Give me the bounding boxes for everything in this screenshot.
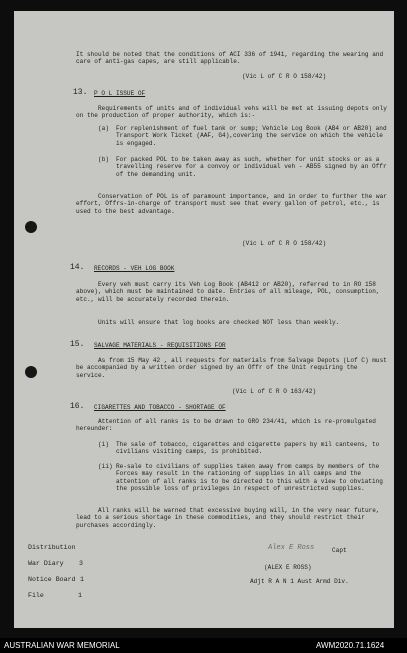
section-13-a-label: (a) bbox=[98, 125, 109, 132]
section-13-b-text: For packed POL to be taken away as such, whether for unit stocks or as a travelling reserve for a convoy or individual veh - AB55 signed by an Offr of the demanding unit. bbox=[116, 156, 387, 178]
section-13-conservation: Conservation of POL is of paramount importance, and in order to further the war effort, Offrs-in-charge of transport must see that every gallon of petrol, etc., is used to the best advantage. bbox=[76, 193, 387, 215]
section-13-reference: (Vic L of C R O 158/42) bbox=[242, 240, 327, 247]
signature-name: (ALEX E ROSS) bbox=[264, 564, 312, 571]
distribution-file-count: 1 bbox=[78, 592, 82, 599]
section-13-heading: P O L ISSUE OF bbox=[94, 90, 146, 97]
section-15-reference: (Vic L of C R O 163/42) bbox=[232, 388, 317, 395]
footer-institution: AUSTRALIAN WAR MEMORIAL bbox=[4, 641, 120, 650]
distribution-war-diary-count: 3 bbox=[79, 560, 83, 567]
footer-accession-number: AWM2020.71.1624 bbox=[316, 641, 385, 650]
distribution-title: Distribution bbox=[28, 544, 76, 551]
document-page bbox=[14, 11, 394, 628]
intro-paragraph: It should be noted that the conditions of ACI 336 of 1941, regarding the wearing and care of anti-gas capes, are still applicable. bbox=[76, 51, 384, 66]
section-16-warning: All ranks will be warned that excessive buying will, in the very near future, lead to a serious shortage in these commodities, and they should restrict their purchases accordingly. bbox=[76, 507, 380, 529]
distribution-notice-board: Notice Board bbox=[28, 576, 76, 583]
section-16-ii-text: Re-sale to civilians of supplies taken away from camps by members of the Forces may result in the rationing of supplies in all camps and the attention of all ranks is to be directed to this with a view to obviating the possible loss of privileges in respect of unrestricted supplies. bbox=[116, 463, 383, 492]
punch-hole bbox=[25, 366, 37, 378]
section-14-heading: RECORDS - VEH LOG BOOK bbox=[94, 265, 175, 272]
section-14-number: 14. bbox=[70, 263, 85, 272]
section-15-paragraph: As from 15 May 42 , all requests for materials from Salvage Depots (Lof C) must be accompanied by a written order signed by an Offr of the Unit requiring the service. bbox=[76, 357, 387, 379]
signature-title: Adjt R A N 1 Aust Armd Div. bbox=[250, 578, 349, 585]
section-14-paragraph: Every veh must carry its Veh Log Book (AB412 or AB20), referred to in RO 158 above), which must be maintained to date. Entries of all mileage, POL, consumption, etc., will be accurately recorded therein. bbox=[76, 281, 380, 303]
section-16-paragraph: Attention of all ranks is to be drawn to GRO 234/41, which is re-promulgated hereunder: bbox=[76, 418, 376, 433]
section-15-number: 15. bbox=[70, 340, 85, 349]
section-13-b-label: (b) bbox=[98, 156, 109, 163]
distribution-file: File bbox=[28, 592, 44, 599]
intro-reference: (Vic L of C R O 158/42) bbox=[242, 73, 327, 80]
section-15-heading: SALVAGE MATERIALS - REQUISITIONS FOR bbox=[94, 342, 226, 349]
section-16-i-text: The sale of tobacco, cigarettes and cigarette papers by mil canteens, to civilians visiting camps, is prohibited. bbox=[116, 441, 380, 456]
section-13-paragraph: Requirements of units and of individual vehs will be met at issuing depots only on the production of proper authority, which is:- bbox=[76, 105, 387, 120]
signature-rank: Capt bbox=[332, 547, 347, 554]
punch-hole bbox=[25, 221, 37, 233]
distribution-war-diary: War Diary bbox=[28, 560, 64, 567]
section-16-ii-label: (ii) bbox=[98, 463, 113, 470]
section-16-heading: CIGARETTES AND TOBACCO - SHORTAGE OF bbox=[94, 404, 226, 411]
section-16-number: 16. bbox=[70, 402, 85, 411]
section-14-checks: Units will ensure that log books are checked NOT less than weekly. bbox=[98, 319, 340, 326]
section-13-a-text: For replenishment of fuel tank or sump; Vehicle Log Book (AB4 or AB20) and Transport Work Ticket (AAF, G4),covering the service on which the vehicle is engaged. bbox=[116, 125, 387, 147]
section-16-i-label: (i) bbox=[98, 441, 109, 448]
section-13-number: 13. bbox=[73, 88, 88, 97]
handwritten-signature: Alex E Ross bbox=[268, 544, 315, 552]
distribution-notice-board-count: 1 bbox=[80, 576, 84, 583]
